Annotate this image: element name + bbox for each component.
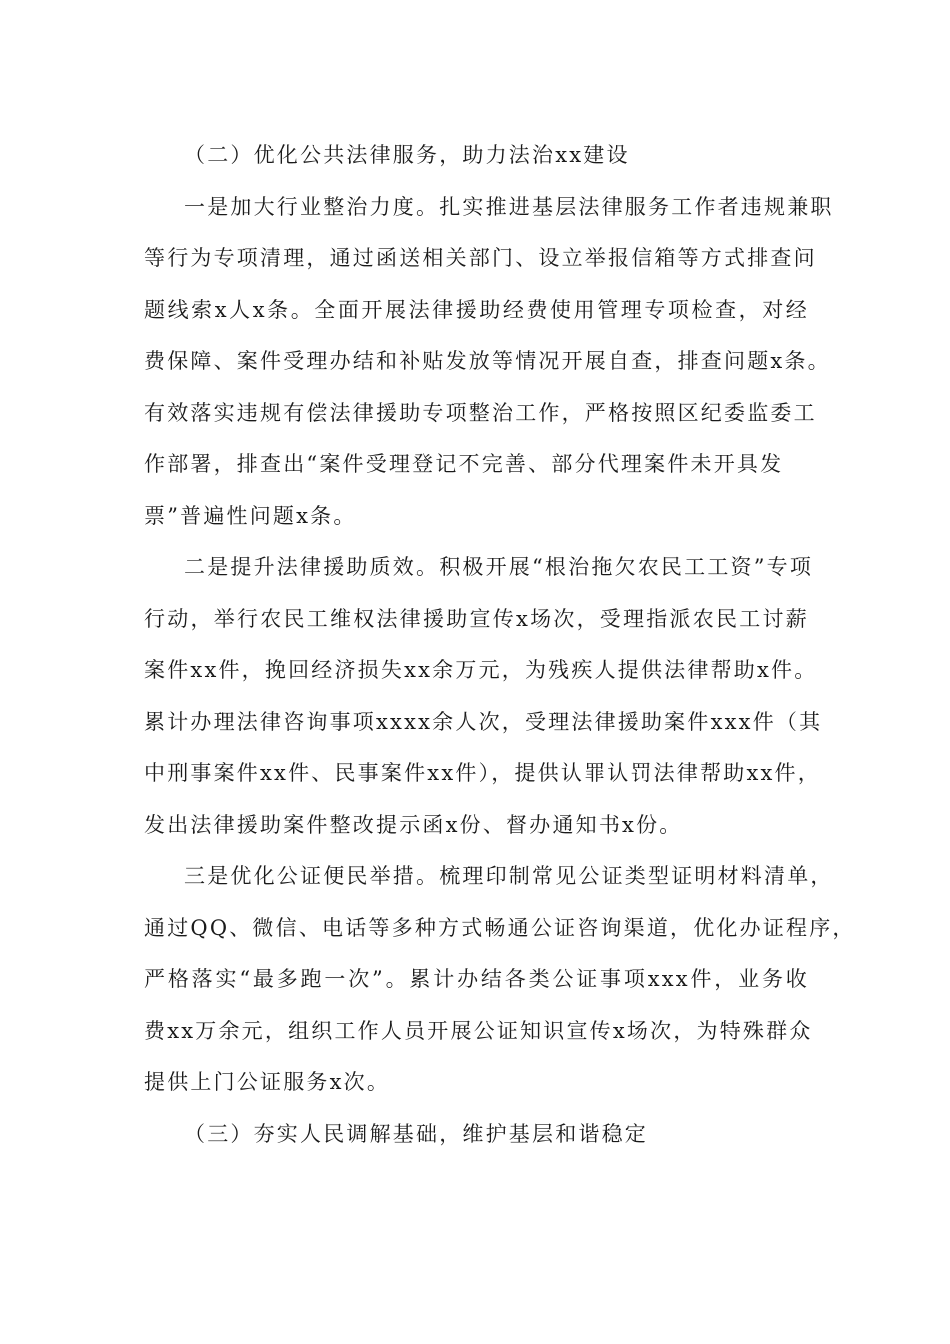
paragraph-line: 提供上门公证服务x次。 xyxy=(144,1070,391,1094)
section-heading-2: （二）优化公共法律服务，助力法治xx建设 xyxy=(184,143,630,167)
paragraph-line: 一是加大行业整治力度。扎实推进基层法律服务工作者违规兼职 xyxy=(184,194,834,219)
paragraph-line: 案件xx件，挽回经济损失xx余万元，为残疾人提供法律帮助x件。 xyxy=(144,658,818,682)
paragraph-line: 累计办理法律咨询事项xxxx余人次，受理法律援助案件xxx件（其 xyxy=(144,709,823,734)
document-body xyxy=(144,130,856,1160)
paragraph-line: 费保障、案件受理办结和补贴发放等情况开展自查，排查问题x条。 xyxy=(144,349,831,373)
paragraph-line: 通过QQ、微信、电话等多种方式畅通公证咨询渠道，优化办证程序， xyxy=(144,915,856,940)
paragraph-line: 票”普遍性问题x条。 xyxy=(144,503,357,528)
paragraph-legal-rectification xyxy=(144,182,834,543)
paragraph-line: 三是优化公证便民举措。梳理印制常见公证类型证明材料清单， xyxy=(184,864,834,888)
paragraph-line: 严格落实“最多跑一次”。累计办结各类公证事项xxx件，业务收 xyxy=(144,967,809,991)
paragraph-notary-convenience xyxy=(144,851,856,1109)
paragraph-line: 行动，举行农民工维权法律援助宣传x场次，受理指派农民工讨薪 xyxy=(144,606,809,631)
paragraph-line: 题线索x人x条。全面开展法律援助经费使用管理专项检查，对经 xyxy=(144,297,809,322)
paragraph-line: 有效落实违规有偿法律援助专项整治工作，严格按照区纪委监委工 xyxy=(144,400,817,425)
paragraph-line: 作部署，排查出“案件受理登记不完善、部分代理案件未开具发 xyxy=(144,452,784,476)
paragraph-line: 等行为专项清理，通过函送相关部门、设立举报信箱等方式排查问 xyxy=(144,246,817,270)
paragraph-line: 中刑事案件xx件、民事案件xx件），提供认罪认罚法律帮助xx件， xyxy=(144,761,821,785)
paragraph-line: 费xx万余元，组织工作人员开展公证知识宣传x场次，为特殊群众 xyxy=(144,1018,813,1043)
paragraph-legal-aid-quality xyxy=(144,542,823,851)
paragraph-line: 二是提升法律援助质效。积极开展“根治拖欠农民工工资”专项 xyxy=(184,555,814,579)
paragraph-line: 发出法律援助案件整改提示函x份、督办通知书x份。 xyxy=(144,812,683,837)
section-heading-3: （三）夯实人民调解基础，维护基层和谐稳定 xyxy=(184,1121,648,1146)
